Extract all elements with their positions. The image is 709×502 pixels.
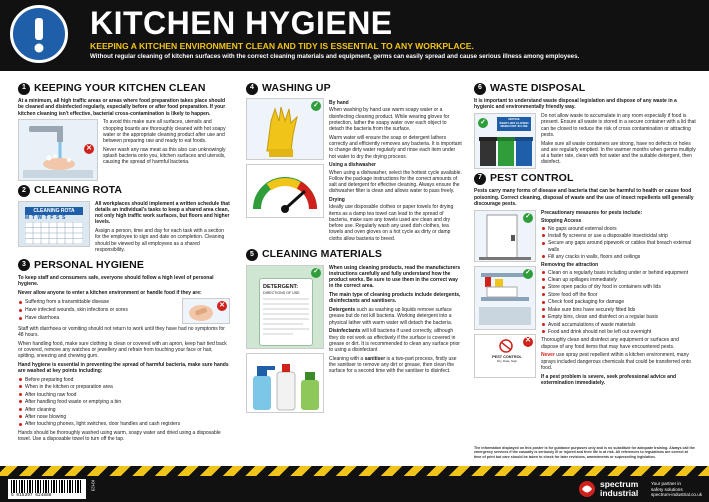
- pest-sign-sublabel: Dry, Date, Sign: [496, 358, 518, 363]
- sanitiser-paragraph: [329, 356, 462, 375]
- section-paragraph: If a pest problem is severe, seek professional advice and extermination immediately.: [541, 373, 677, 386]
- section-title: WASTE DISPOSAL: [490, 82, 586, 94]
- section-cleaning-materials: [246, 248, 462, 412]
- section-paragraph: Make sure all waste containers are strong, have no defects or holes and are regularly emptied. In the warmer months when germs multiply at a faster rate, clean with hot water and the suitable detergent, then disinfect.: [541, 140, 696, 166]
- section-paragraph: When using a dishwasher, select the hottest cycle available. Follow the package instructions for the correct amounts of salt and detergent for effective cleaning. Always ensure the dishwasher filter is clean and allows water to pass freely.: [329, 169, 462, 195]
- disinfectants-paragraph: [329, 328, 462, 353]
- detergent-bottle-illustration: [246, 265, 324, 349]
- section-pest-control: [474, 172, 696, 388]
- section-paragraph: When washing by hand use warm soapy water or a disinfecting cleaning product. While wearing gloves for protection, lather the soapy water over each object to detach the bacteria from the surface.: [329, 107, 450, 133]
- tick-icon: ✓: [311, 101, 321, 111]
- cross-icon: ✕: [217, 301, 227, 311]
- brand-name-line-2: industrial: [600, 488, 639, 498]
- list-item: No gaps around external doors: [541, 226, 696, 232]
- list-item: Clean up spillages immediately: [541, 277, 696, 283]
- stopping-heading: Stopping Access: [541, 218, 582, 225]
- list-item: After handling food waste or emptying a bin: [18, 399, 230, 405]
- page-subtitle: KEEPING A KITCHEN ENVIRONMENT CLEAN AND TIDY IS ESSENTIAL TO ANY WORKPLACE.: [90, 41, 474, 51]
- section-paragraph: To avoid this make sure all surfaces, utensils and chopping boards are thoroughly cleaned with hot soapy water or the appropriate cleaning product after use and between preparing raw and ready to eat foods.: [103, 119, 226, 145]
- spectrum-logo-icon: [577, 480, 597, 498]
- section-paragraph: Never wash any raw meat as this also can unknowingly splash bacteria onto you, kitchen surfaces and utensils, causing the spread of harmful bacteria.: [103, 146, 226, 166]
- section-title: WASHING UP: [262, 82, 331, 94]
- list-item: Store open packs of dry food in containers with lids: [541, 284, 696, 290]
- section-number: 6: [474, 83, 486, 95]
- sanitiser-text: is a two-part process, firstly use the sanitiser to remove any dirt or grease, then clean the surface for a second time with the sanitiser to disinfect.: [329, 355, 457, 375]
- cross-icon: ✕: [84, 144, 94, 154]
- section-number: 2: [18, 185, 30, 197]
- section-number: 4: [246, 83, 258, 95]
- notice-text: KEEP LIDS CLOSED WHEN NOT IN USE: [499, 120, 529, 129]
- never-allow-list: [18, 299, 177, 323]
- list-item: Install fly screens or use a disposable insecticidal strip: [541, 233, 696, 239]
- tagline-line-2: safety solutions: [651, 486, 683, 492]
- section-paragraph: When handling food, make sure clothing is clean or covered with an apron, keep hair tied back or covered, remove any watches or jewellery and refrain from touching your face or hair, spitting, sneezing and chewing gum.: [18, 340, 227, 360]
- list-item: Have infected wounds, skin infections or sores: [18, 307, 177, 313]
- list-item: Empty bins, clean and disinfect on a regular basis: [541, 314, 696, 320]
- pest-sign-label: PEST CONTROL: [492, 354, 522, 359]
- detergent-sublabel: DIRECTIONS OF USE: [263, 290, 300, 295]
- exclamation-icon: [10, 5, 68, 63]
- never-word: Never: [541, 352, 555, 359]
- stopping-list: [541, 226, 696, 261]
- list-item: After touching raw food: [18, 392, 230, 398]
- brand-name-line-1: spectrum: [600, 479, 639, 489]
- list-item: Have diarrhoea: [18, 315, 177, 321]
- rota-days: MTWTFSS: [25, 214, 68, 221]
- barcode-lines: [11, 480, 83, 493]
- column-2: [246, 82, 462, 413]
- section-title: KEEPING YOUR KITCHEN CLEAN: [34, 82, 206, 94]
- section-paragraph: Ideally use disposable clothes or paper towels for drying items as a damp tea towel can lead to the spread of bacteria, make sure any towels used are clean and dry before use. Regularly wash any used dish clothes, tea towels and oven gloves on a hot cycle as dirty or damp cloths allow bacteria to breed.: [329, 204, 454, 242]
- section-paragraph: Thoroughly clean and disinfect any equipment or surfaces and dispose of any food items that may have encountered pests.: [541, 337, 679, 350]
- section-title: PERSONAL HYGIENE: [34, 258, 144, 271]
- product-code: KH23: [90, 480, 96, 492]
- pest-control-sign: [474, 334, 536, 378]
- tick-icon: ✓: [478, 118, 488, 128]
- rota-board-label: CLEANING ROTA: [25, 207, 83, 215]
- detergents-paragraph: [329, 307, 462, 326]
- section-number: 7: [474, 173, 486, 185]
- tick-icon: ✓: [523, 213, 533, 223]
- section-lead: At a minimum, all high traffic areas or areas where food preparation takes place should be cleaned and disinfected regularly, especially before or after food preparation. If your kitchen cleaning isn't effective, bacterial cross-contamination is likely to happen.: [18, 98, 226, 117]
- sanitiser-prefix: Cleaning with a: [329, 355, 365, 362]
- list-item: Check food packaging for damage: [541, 299, 696, 305]
- disinfectants-term: Disinfectants: [329, 328, 361, 335]
- barcode: [8, 479, 86, 499]
- section-paragraph: Warm water will ensure the soap or detergent lathers correctly and efficiently removes any bacteria. It is important to change dirty water regularly and rinse each item under hot water to dry the drying process.: [329, 134, 462, 160]
- section-lead: When using cleaning products, read the manufacturers instructions carefully and fully understand how the product works. Be sure to use them in the correct way in the correct area.: [329, 264, 461, 290]
- list-item: Suffering from a transmittable disease: [18, 299, 177, 305]
- section-cleaning-rota: [18, 184, 230, 255]
- brand-name: [600, 480, 638, 498]
- section-title: CLEANING MATERIALS: [262, 248, 383, 261]
- column-3: [474, 82, 696, 389]
- never-spray-paragraph: [541, 352, 696, 371]
- section-title: CLEANING ROTA: [34, 184, 123, 197]
- list-item: Avoid accumulations of waste materials: [541, 322, 696, 328]
- list-item: After nose blowing: [18, 414, 230, 420]
- drying-heading: Drying: [329, 197, 345, 204]
- never-spray-text: use spray pest repellent within a kitchen environment, many sprays included dangerous chemicals that could be transferred onto food.: [541, 352, 692, 371]
- detergents-text: such as washing up liquids remove surface grease but do not kill bacteria. Working detergent into a physical lather with warm water will detach the bacteria.: [329, 307, 453, 326]
- section-lead: All workplaces should implement a written schedule that details an individual's tasks to keep a shared area clean, not only high traffic work surfaces, but floors and higher levels.: [95, 200, 230, 226]
- hands-lead: Hand hygiene is essential in preventing the spread of harmful bacteria, make sure hands are washed at key points including:: [18, 361, 229, 375]
- sanitiser-term: sanitiser: [364, 355, 386, 362]
- main-types: The main type of cleaning products include detergents, disinfectants and sanitisers.: [329, 292, 461, 305]
- cross-icon: ✕: [523, 337, 533, 347]
- section-lead: Pests carry many forms of disease and bacteria that can be harmful to health or cause food poisoning. Correct cleaning, disposal of waste and the use of insect repellents will generally discourage pests.: [474, 188, 694, 207]
- list-item: Food and drink should not be left out overnight: [541, 329, 696, 335]
- tap-washing-illustration: [18, 119, 98, 181]
- by-hand-heading: By hand: [329, 100, 349, 107]
- disclaimer: The information displayed on this poster is for guidance purposes only and is no substitute for adequate training. Always call the emergency services if the casualty is seriously ill or injured and their life is at risk. All references to regulations are correct at time of print but care should be taken to check for later revisions, amendments or superseding legislation.: [474, 446, 695, 459]
- section-waste-disposal: [474, 82, 696, 169]
- kitchen-shelf-illustration: [474, 266, 536, 330]
- hand-plaster-illustration: [182, 298, 230, 324]
- precaution-heading: Precautionary measures for pests include:: [541, 209, 643, 216]
- tick-icon: ✓: [311, 268, 321, 278]
- section-paragraph: Staff with diarrhoea or vomiting should not return to work until they have had no symptoms for 48 hours.: [18, 325, 225, 338]
- section-number: 3: [18, 259, 30, 271]
- header-bar: [0, 0, 709, 71]
- list-item: Before preparing food: [18, 377, 230, 383]
- removing-heading: Removing the attraction: [541, 262, 599, 269]
- page-intro: Without regular cleaning of kitchen surfaces with the correct cleaning materials and equipment, germs can easily spread and cause serious illness among employees.: [90, 53, 580, 60]
- column-1: [18, 82, 230, 445]
- cleaning-rota-illustration: [18, 201, 90, 247]
- section-lead: It is important to understand waste disposal legislation and dispose of any waste in a hygienic and environmentally friendly way.: [474, 98, 677, 111]
- section-paragraph: Do not allow waste to accumulate in any room especially if food is present. Ensure all waste is stored in a secure container with a lid that can be closed to reduce the risk of cross contamination or attracting pests.: [541, 113, 696, 138]
- section-washing-up: [246, 82, 462, 244]
- list-item: Fill any cracks in walls, floors and ceilings: [541, 254, 696, 260]
- disinfectants-text: will kill bacteria if used correctly, although they do not work as effectively if the surface is covered in grease or dirt. It is recommended to clean any surface prior to using a disinfectant: [329, 328, 460, 353]
- dishwasher-heading: Using a dishwasher: [329, 162, 376, 169]
- detergent-label: DETERGENT:: [263, 283, 299, 290]
- spray-bottles-illustration: [246, 353, 324, 413]
- tick-icon: ✓: [523, 269, 533, 279]
- detergents-term: Detergents: [329, 307, 356, 313]
- section-lead: To keep staff and consumers safe, everyone should follow a high level of personal hygiene.: [18, 274, 214, 287]
- list-item: Store food off the floor: [541, 292, 696, 298]
- list-item: When in the kitchen or preparation area: [18, 384, 230, 390]
- hazard-stripe: [0, 466, 709, 476]
- removing-list: [541, 270, 696, 336]
- never-allow-text: Never allow anyone to enter a kitchen environment or handle food if they are:: [18, 289, 202, 296]
- notice-title: NOTICE: [508, 117, 520, 122]
- bins-illustration: [474, 113, 536, 169]
- section-paragraph: Hands should be thoroughly washed using warm, soapy water and dried using a disposable towel. Use a disposable towel to turn off the tap.: [18, 429, 221, 442]
- list-item: Clean on a regularly basis including under or behind equipment: [541, 270, 696, 276]
- section-title: PEST CONTROL: [490, 172, 574, 185]
- section-number: 5: [246, 249, 258, 261]
- section-personal-hygiene: [18, 259, 230, 443]
- hand-wash-list: [18, 377, 230, 428]
- list-item: After touching phones, light switches, door handles and cash registers: [18, 421, 230, 427]
- tagline-url: spectrum-industrial.co.uk: [651, 492, 703, 497]
- barcode-number: 5 015397 624888: [11, 493, 52, 498]
- list-item: Secure any gaps around pipework or cables that breach external walls: [541, 240, 696, 253]
- list-item: After cleaning: [18, 407, 230, 413]
- tagline-line-1: Your partner in: [651, 481, 681, 486]
- section-kitchen-clean: [18, 82, 230, 181]
- section-paragraph: Assign a person, time and day for each task with a section for the employee to sign and date on completion. Cleaning should be viewed by all employees as a shared responsibility.: [95, 228, 225, 253]
- list-item: Make sure bins have securely fitted lids: [541, 307, 696, 313]
- door-gap-illustration: [474, 210, 536, 262]
- gloves-illustration: [246, 98, 324, 160]
- section-number: 1: [18, 83, 30, 95]
- temperature-gauge-illustration: [246, 164, 324, 218]
- brand-tagline: [651, 481, 702, 498]
- page-title: KITCHEN HYGIENE: [90, 5, 393, 41]
